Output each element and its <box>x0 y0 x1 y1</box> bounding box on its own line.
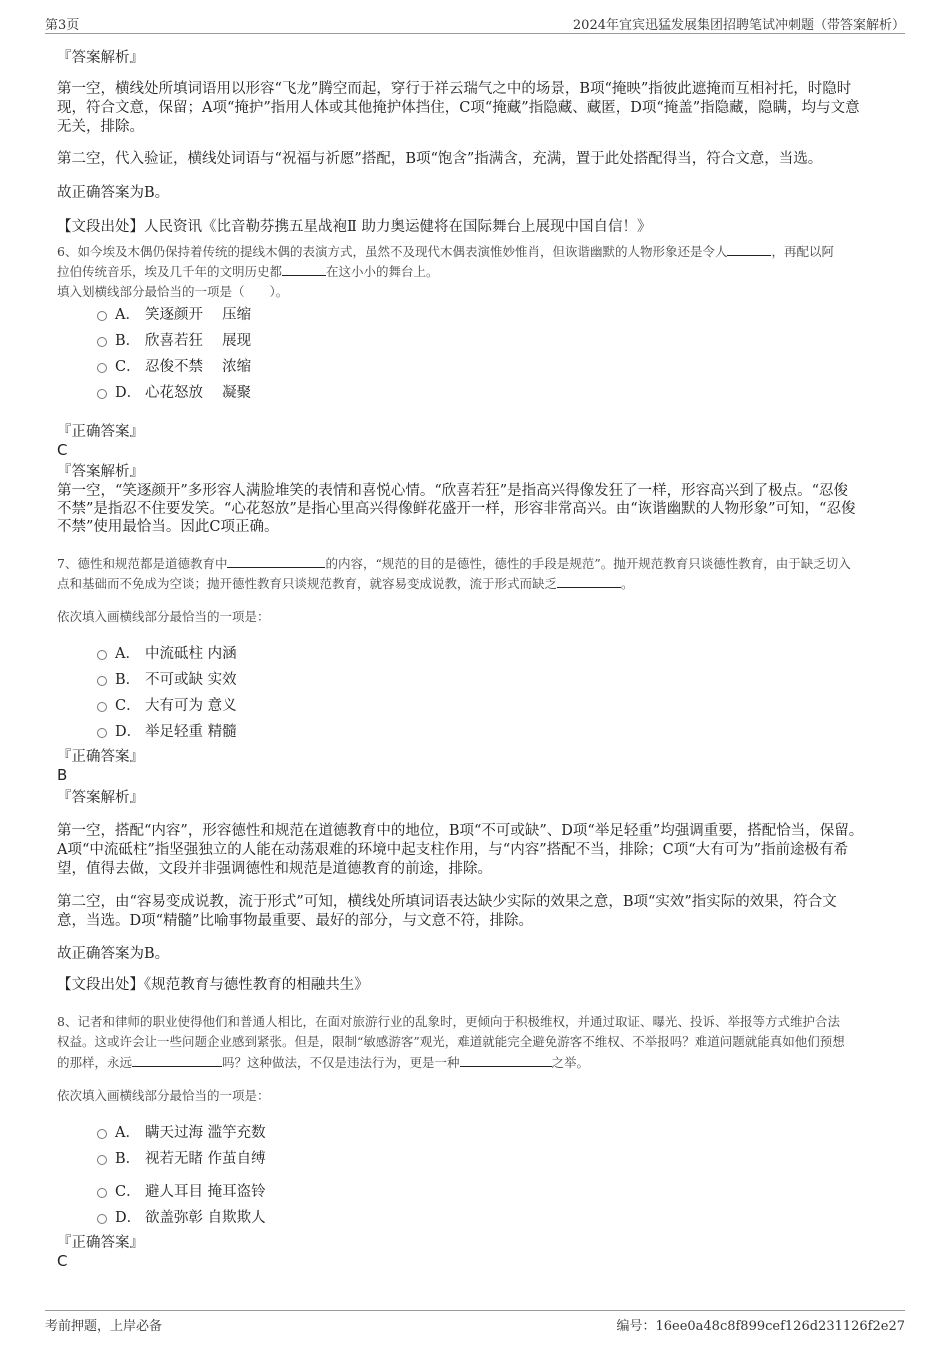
page-number: 第3页 <box>45 18 80 33</box>
radio-icon[interactable] <box>97 337 107 347</box>
radio-icon[interactable] <box>97 1155 107 1165</box>
q8-option-d[interactable]: D． 欲盖弥彰 自欺欺人 <box>97 1206 266 1226</box>
q7-answer-label: 『正确答案』 <box>57 749 144 765</box>
q6-option-a[interactable]: A． 笑逐颜开 压缩 <box>97 303 251 323</box>
q7-option-b[interactable]: B． 不可或缺 实效 <box>97 668 237 688</box>
q6-option-c[interactable]: C． 忍俊不禁 浓缩 <box>97 355 251 375</box>
q7-stem-line1: 7、德性和规范都是道德教育中 的内容，“规范的目的是德性，德性的手段是规范”。抛开规范教育只谈德性教育，由于缺乏切入 <box>57 553 851 574</box>
q6-prompt: 填入划横线部分最恰当的一项是（ ）。 <box>57 284 289 299</box>
radio-icon[interactable] <box>97 650 107 660</box>
q6-analysis-line3: 不禁”使用最恰当。因此C项正确。 <box>57 519 279 535</box>
q5-analysis-p1-line3: 无关，排除。 <box>57 119 144 135</box>
radio-icon[interactable] <box>97 389 107 399</box>
radio-icon[interactable] <box>97 1214 107 1224</box>
q8-option-a[interactable]: A． 瞒天过海 滥竽充数 <box>97 1121 266 1141</box>
document-title: 2024年宜宾迅猛发展集团招聘笔试冲刺题（带答案解析） <box>572 18 905 33</box>
radio-icon[interactable] <box>97 1188 107 1198</box>
q5-source: 【文段出处】人民资讯《比音勒芬携五星战袍Ⅱ 助力奥运健将在国际舞台上展现中国自信！》 <box>57 219 652 235</box>
blank-line <box>460 1052 552 1067</box>
q8-stem-line3: 的那样，永远 吗？这种做法，不仅是违法行为，更是一种 之举。 <box>57 1052 589 1073</box>
q5-analysis-label: 『答案解析』 <box>57 50 144 66</box>
q7-option-c[interactable]: C． 大有可为 意义 <box>97 694 237 714</box>
q6-stem-line2: 拉伯传统音乐，埃及几千年的文明历史都 在这小小的舞台上。 <box>57 261 439 282</box>
q7-source: 【文段出处】《规范教育与德性教育的相融共生》 <box>57 977 369 993</box>
q7-stem-line2: 点和基础而不免成为空谈；抛开德性教育只谈规范教育，就容易变成说教，流于形式而缺乏 。 <box>57 573 634 594</box>
q8-answer: C <box>57 1252 68 1270</box>
q8-option-c[interactable]: C． 避人耳目 掩耳盗铃 <box>97 1180 266 1200</box>
blank-line <box>132 1052 222 1067</box>
radio-icon[interactable] <box>97 1129 107 1139</box>
q6-stem-line1: 6、如今埃及木偶仍保持着传统的提线木偶的表演方式，虽然不及现代木偶表演惟妙惟肖，但诙谐幽默的人物形象还是令人 ，再配以阿 <box>57 241 834 262</box>
blank-line <box>557 573 621 588</box>
q6-option-d[interactable]: D． 心花怒放 凝聚 <box>97 381 251 401</box>
radio-icon[interactable] <box>97 363 107 373</box>
blank-line <box>282 261 326 276</box>
radio-icon[interactable] <box>97 702 107 712</box>
header-divider <box>45 33 905 34</box>
document-id: 编号：16ee0a48c8f899cef126d231126f2e27 <box>616 1319 905 1334</box>
q7-analysis-p1-line2: A项“中流砥柱”指坚强独立的人能在动荡艰难的环境中起支柱作用，与“内容”搭配不当，排除；C项“大有可为”指前途极有希 <box>57 842 849 858</box>
q8-stem-line1: 8、记者和律师的职业使得他们和普通人相比，在面对旅游行业的乱象时，更倾向于积极维权，并通过取证、曝光、投诉、举报等方式维护合法 <box>57 1014 840 1029</box>
q6-answer: C <box>57 441 68 459</box>
q6-analysis-label: 『答案解析』 <box>57 464 144 480</box>
blank-line <box>227 553 325 568</box>
q7-analysis-p3: 故正确答案为B。 <box>57 946 170 962</box>
radio-icon[interactable] <box>97 311 107 321</box>
footer-slogan: 考前押题，上岸必备 <box>45 1319 163 1334</box>
q6-option-b[interactable]: B． 欣喜若狂 展现 <box>97 329 251 349</box>
q7-option-a[interactable]: A． 中流砥柱 内涵 <box>97 642 237 662</box>
q5-analysis-p1-line2: 现，符合文意，保留；A项“掩护”指用人体或其他掩护体挡住，C项“掩藏”指隐藏、藏匿，D项“掩盖”指隐藏，隐瞒，均与文意 <box>57 100 860 116</box>
q7-prompt: 依次填入画横线部分最恰当的一项是： <box>57 609 270 624</box>
q7-analysis-p2-line1: 第二空，由“容易变成说教，流于形式”可知，横线处所填词语表达缺少实际的效果之意，B项“实效”指实际的效果，符合文 <box>57 894 837 910</box>
radio-icon[interactable] <box>97 728 107 738</box>
q8-prompt: 依次填入画横线部分最恰当的一项是： <box>57 1088 270 1103</box>
q7-option-d[interactable]: D． 举足轻重 精髓 <box>97 720 237 740</box>
q7-analysis-label: 『答案解析』 <box>57 790 144 806</box>
q7-analysis-p1-line3: 望，值得去做，文段并非强调德性和规范是道德教育的前途，排除。 <box>57 861 492 877</box>
q6-analysis-line1: 第一空，“笑逐颜开”多形容人满脸堆笑的表情和喜悦心情。“欣喜若狂”是指高兴得像发狂了一样，形容高兴到了极点。“忍俊 <box>57 483 849 499</box>
q5-analysis-p2: 第二空，代入验证，横线处词语与“祝福与祈愿”搭配，B项“饱含”指满含，充满，置于此处搭配得当，符合文意，当选。 <box>57 151 823 167</box>
q6-analysis-line2: 不禁”是指忍不住要发笑。“心花怒放”是指心里高兴得像鲜花盛开一样，形容非常高兴。由“诙谐幽默的人物形象”可知，“忍俊 <box>57 501 856 517</box>
footer-divider <box>45 1310 905 1311</box>
q8-answer-label: 『正确答案』 <box>57 1235 144 1251</box>
q5-analysis-p3: 故正确答案为B。 <box>57 185 170 201</box>
blank-line <box>727 241 771 256</box>
q5-analysis-p1-line1: 第一空，横线处所填词语用以形容“飞龙”腾空而起，穿行于祥云瑞气之中的场景，B项“掩映”指彼此遮掩而互相衬托，时隐时 <box>57 81 852 97</box>
q8-option-b[interactable]: B． 视若无睹 作茧自缚 <box>97 1147 266 1167</box>
q7-analysis-p1-line1: 第一空，搭配“内容”，形容德性和规范在道德教育中的地位，B项“不可或缺”、D项“举足轻重”均强调重要，搭配恰当，保留。 <box>57 823 864 839</box>
q7-analysis-p2-line2: 意，当选。D项“精髓”比喻事物最重要、最好的部分，与文意不符，排除。 <box>57 913 533 929</box>
radio-icon[interactable] <box>97 676 107 686</box>
q7-answer: B <box>57 766 68 784</box>
q8-stem-line2: 权益。这或许会让一些问题企业感到紧张。但是，限制“敏感游客”观光，难道就能完全避免游客不维权、不举报吗？难道问题就能真如他们预想 <box>57 1034 845 1049</box>
q6-answer-label: 『正确答案』 <box>57 424 144 440</box>
